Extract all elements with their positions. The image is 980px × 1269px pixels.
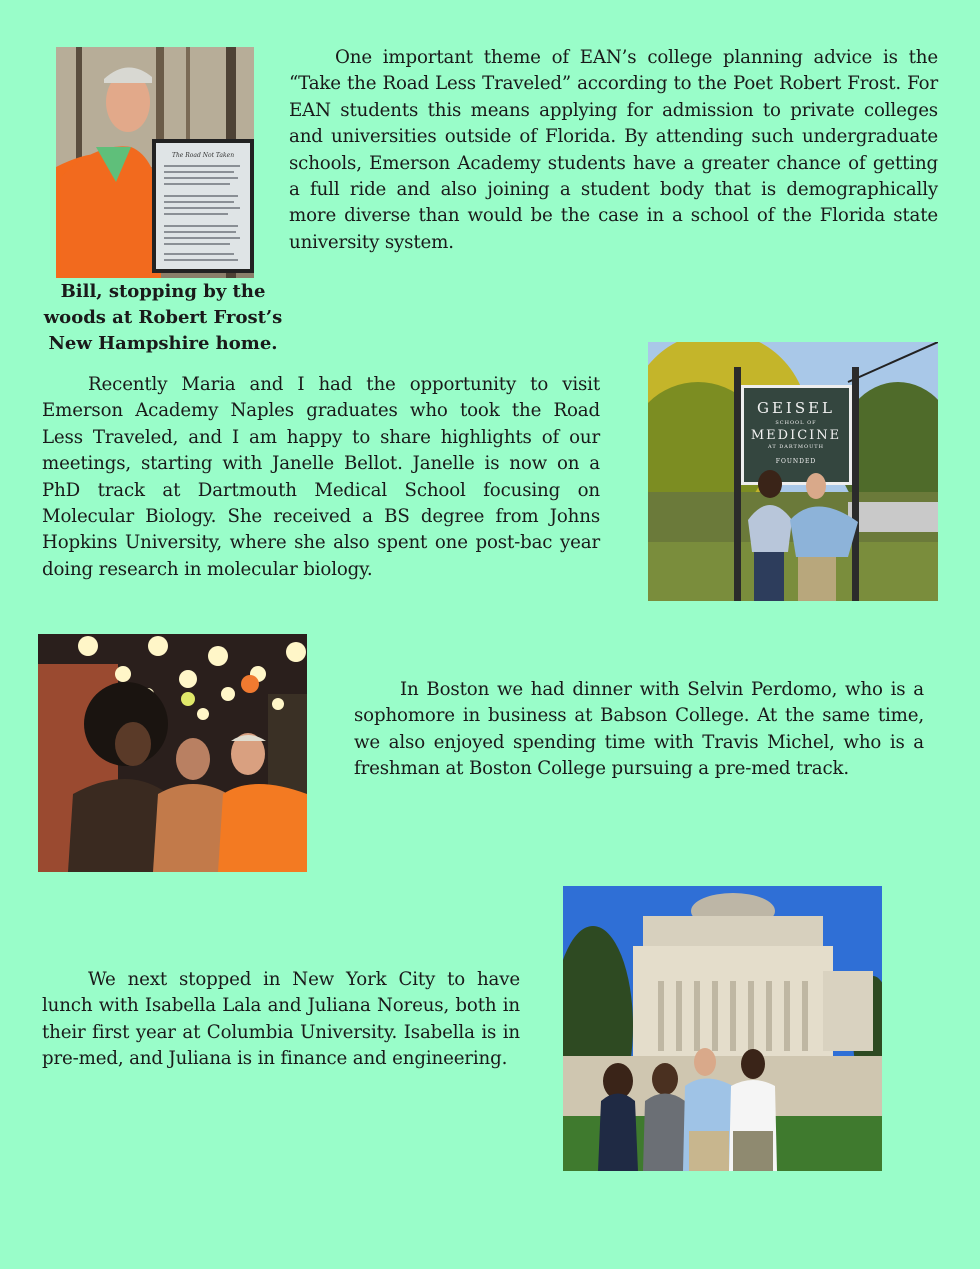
poem-title: The Road Not Taken bbox=[171, 152, 235, 159]
paragraph-janelle-bellot: Recently Maria and I had the opportunity to visit Emerson Academy Naples graduates who took the Road Less Traveled, and I am happy to share highlights of our meetings, starting with Janelle Bellot. Janelle is now on a PhD track at Dartmouth Medical School focusing on Molecular Biology. She received a BS degree from Johns Hopkins University, where she also spent one post-bac year doing research in molecular biology. bbox=[42, 374, 600, 580]
paragraph-road-less-traveled: One important theme of EAN’s college planning advice is the “Take the Road Less Traveled” according to the Poet Robert Frost. For EAN students this means applying for admission to private colleges and universities outside of Florida. By attending such undergraduate schools, Emerson Academy students have a greater chance of getting a full ride and also joining a student body that is demographically more diverse than would be the case in a school of the Florida state university system. bbox=[289, 47, 938, 253]
caption-line: woods at Robert Frost’s bbox=[43, 307, 283, 328]
photo-columbia-university bbox=[563, 886, 882, 1171]
photo-boston-dinner bbox=[38, 634, 307, 872]
sign-text: AT DARTMOUTH bbox=[767, 444, 825, 450]
paragraph-new-york: We next stopped in New York City to have lunch with Isabella Lala and Juliana Noreus, both in their first year at Columbia University. Isabella is in pre-med, and Juliana is in finance and engineering. bbox=[42, 969, 520, 1070]
sign-text: SCHOOL OF bbox=[775, 420, 817, 426]
photo-geisel-dartmouth bbox=[648, 342, 938, 601]
sign-text: GEISEL bbox=[756, 399, 836, 417]
caption-line: New Hampshire home. bbox=[48, 333, 278, 354]
caption-line: Bill, stopping by the bbox=[60, 281, 266, 302]
photo-bill-frost-woods bbox=[56, 47, 254, 278]
sign-text: MEDICINE bbox=[750, 428, 842, 443]
paragraph-boston: In Boston we had dinner with Selvin Perdomo, who is a sophomore in business at Babson College. At the same time, we also enjoyed spending time with Travis Michel, who is a freshman at Boston College pursuing a pre-med track. bbox=[354, 679, 924, 780]
photo-caption bbox=[38, 279, 288, 357]
sign-text: FOUNDED bbox=[775, 458, 817, 465]
